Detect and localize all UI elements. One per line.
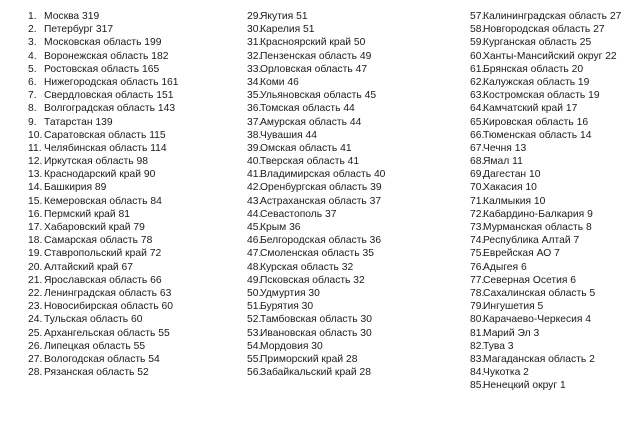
list-item: [470, 221, 640, 234]
list-item: [247, 168, 457, 181]
list-item-number: 30.: [247, 24, 262, 36]
list-item-number: 2.: [28, 24, 37, 36]
list-item: [247, 89, 457, 102]
list-item-text: Краснодарский край 90: [44, 169, 156, 181]
list-item-number: 13.: [28, 169, 43, 181]
list-item-text: Пензенская область 49: [260, 50, 372, 62]
list-item-number: 4.: [28, 50, 37, 62]
list-item: [247, 10, 457, 23]
list-item: [247, 234, 457, 247]
list-item: [470, 366, 640, 379]
list-item-text: Чувашия 44: [260, 129, 317, 141]
list-item-number: 57.: [470, 11, 485, 22]
list-item: [28, 102, 238, 115]
list-item-text: Липецкая область 55: [44, 340, 146, 352]
list-item: [470, 274, 640, 287]
list-item: [470, 155, 640, 168]
list-item-number: 70.: [470, 182, 485, 194]
list-item-text: Калмыкия 10: [483, 195, 546, 207]
list-item: [470, 50, 640, 63]
list-item-number: 44.: [247, 208, 262, 220]
list-item-text: Карачаево-Черкесия 4: [483, 314, 592, 326]
list-item-number: 52.: [247, 314, 262, 326]
list-item: [28, 36, 238, 49]
list-item-text: Ивановская область 30: [260, 327, 372, 339]
list-item: [470, 247, 640, 260]
list-item-text: Магаданская область 2: [483, 353, 595, 365]
list-item: [247, 221, 457, 234]
list-item-number: 66.: [470, 129, 485, 141]
list-item: [28, 340, 238, 353]
list-item: [28, 313, 238, 326]
list-item-text: Белгородская область 36: [260, 235, 382, 247]
list-item-text: Камчатский край 17: [483, 103, 578, 115]
list-item: [28, 247, 238, 260]
list-item: [247, 116, 457, 129]
list-item-text: Дагестан 10: [483, 169, 541, 181]
list-item-text: Саратовская область 115: [44, 129, 166, 141]
list-item-text: Нижегородская область 161: [44, 76, 179, 88]
list-item: [247, 195, 457, 208]
list-item-number: 36.: [247, 103, 262, 115]
list-item: [470, 379, 640, 392]
list-item-number: 23.: [28, 301, 43, 313]
list-item-text: Воронежская область 182: [44, 50, 169, 62]
list-item: [247, 327, 457, 340]
list-item-text: Приморский край 28: [260, 353, 358, 365]
list-item-number: 68.: [470, 156, 485, 168]
list-item-number: 11.: [28, 142, 42, 154]
list-item-text: Сахалинская область 5: [483, 287, 596, 299]
list-item-text: Свердловская область 151: [44, 90, 174, 102]
list-item-number: 17.: [28, 222, 43, 233]
list-item-number: 43.: [247, 195, 262, 207]
list-item-text: Рязанская область 52: [44, 367, 149, 379]
list-item: [28, 353, 238, 366]
list-item: [28, 142, 238, 155]
list-item: [28, 261, 238, 274]
list-item-number: 56.: [247, 367, 262, 379]
list-item-number: 20.: [28, 261, 43, 273]
list-item-number: 9.: [28, 116, 37, 128]
list-item-text: Чечня 13: [483, 142, 527, 154]
list-item: [28, 221, 238, 234]
list-item-number: 72.: [470, 208, 485, 220]
list-item: [470, 63, 640, 76]
list-item-number: 65.: [470, 116, 485, 128]
list-item-text: Ярославская область 66: [44, 274, 162, 286]
list-item-number: 67.: [470, 142, 485, 154]
list-item: [470, 23, 640, 36]
list-item-text: Калининградская область 27: [483, 11, 622, 22]
list-item-number: 84.: [470, 367, 485, 379]
list-item-number: 21.: [28, 274, 43, 286]
list-item: [28, 287, 238, 300]
list-item: [470, 340, 640, 353]
list-item: [470, 261, 640, 274]
list-item: [247, 142, 457, 155]
list-item-text: Алтайский край 67: [44, 261, 133, 273]
list-item-text: Орловская область 47: [260, 63, 368, 75]
list-item-number: 28.: [28, 367, 43, 379]
list-item-number: 1.: [28, 11, 37, 22]
list-item: [247, 340, 457, 353]
list-item: [470, 102, 640, 115]
list-item-text: Красноярский край 50: [260, 37, 366, 49]
list-item-number: 14.: [28, 182, 43, 194]
list-item: [28, 234, 238, 247]
list-item-number: 54.: [247, 340, 262, 352]
list-item: [28, 89, 238, 102]
list-item: [28, 63, 238, 76]
list-item-number: 33.: [247, 63, 262, 75]
list-item-number: 63.: [470, 90, 485, 102]
list-item-number: 31.: [247, 37, 262, 49]
list-item-text: Тува 3: [483, 340, 514, 352]
list-item-text: Кемеровская область 84: [44, 195, 162, 207]
list-item-text: Севастополь 37: [260, 208, 337, 220]
list-item-number: 10.: [28, 129, 43, 141]
list-item-text: Татарстан 139: [44, 116, 113, 128]
list-item-text: Томская область 44: [260, 103, 355, 115]
list-item-text: Челябинская область 114: [44, 142, 167, 154]
list-item-text: Кировская область 16: [483, 116, 589, 128]
list-item-number: 19.: [28, 248, 43, 260]
list-item: [247, 102, 457, 115]
list-item-text: Забайкальский край 28: [260, 367, 371, 379]
list-item-number: 78.: [470, 287, 485, 299]
list-item: [28, 195, 238, 208]
list-item-text: Хакасия 10: [483, 182, 537, 194]
list-item: [470, 116, 640, 129]
list-item-number: 77.: [470, 274, 485, 286]
list-item: [28, 300, 238, 313]
list-item-number: 64.: [470, 103, 485, 115]
list-item-number: 15.: [28, 195, 43, 207]
list-item: [28, 327, 238, 340]
list-item: [247, 247, 457, 260]
list-item: [247, 287, 457, 300]
list-item-number: 35.: [247, 90, 262, 102]
list-item: [247, 208, 457, 221]
list-item-text: Ставропольский край 72: [44, 248, 162, 260]
list-item: [28, 50, 238, 63]
list-item: [470, 89, 640, 102]
list-item-number: 75.: [470, 248, 485, 260]
list-item-text: Адыгея 6: [483, 261, 527, 273]
list-item-number: 85.: [470, 380, 485, 392]
list-item-number: 81.: [470, 327, 485, 339]
list-item-text: Марий Эл 3: [483, 327, 540, 339]
list-item-text: Тамбовская область 30: [260, 314, 372, 326]
list-item-text: Курганская область 25: [483, 37, 592, 49]
list-item-number: 22.: [28, 287, 43, 299]
list-item: [470, 313, 640, 326]
list-item-text: Крым 36: [260, 222, 301, 233]
list-item: [247, 261, 457, 274]
list-item-number: 53.: [247, 327, 262, 339]
list-item-text: Ульяновская область 45: [260, 90, 377, 102]
list-item: [28, 181, 238, 194]
list-item-text: Тюменская область 14: [483, 129, 592, 141]
list-item-number: 38.: [247, 129, 262, 141]
list-item-number: 24.: [28, 314, 43, 326]
list-item-number: 12.: [28, 156, 43, 168]
list-item: [28, 129, 238, 142]
list-item-text: Псковская область 32: [260, 274, 365, 286]
list-item-text: Оренбургская область 39: [260, 182, 382, 194]
list-item-text: Тульская область 60: [44, 314, 143, 326]
list-item-text: Чукотка 2: [483, 367, 529, 379]
list-item-text: Мордовия 30: [260, 340, 323, 352]
list-column-3: [470, 10, 640, 392]
list-item-number: 32.: [247, 50, 262, 62]
list-item-number: 59.: [470, 37, 485, 49]
list-item: [470, 36, 640, 49]
list-item-number: 37.: [247, 116, 262, 128]
list-item: [247, 129, 457, 142]
list-item-number: 83.: [470, 353, 485, 365]
list-item-text: Ленинградская область 63: [44, 287, 172, 299]
list-item: [247, 353, 457, 366]
list-item-number: 80.: [470, 314, 485, 326]
list-item-text: Москва 319: [44, 11, 100, 22]
list-item-text: Удмуртия 30: [260, 287, 320, 299]
list-item-text: Новгородская область 27: [483, 24, 605, 36]
list-item-text: Северная Осетия 6: [483, 274, 576, 286]
list-item: [28, 168, 238, 181]
list-item-number: 71.: [470, 195, 485, 207]
list-item-number: 69.: [470, 169, 485, 181]
list-item-number: 46.: [247, 235, 262, 247]
list-item-text: Костромская область 19: [483, 90, 600, 102]
list-item-number: 42.: [247, 182, 262, 194]
list-item-text: Кабардино-Балкария 9: [483, 208, 593, 220]
list-item: [247, 181, 457, 194]
list-item-text: Мурманская область 8: [483, 222, 592, 233]
list-item-text: Ненецкий округ 1: [483, 380, 566, 392]
list-item-text: Архангельская область 55: [44, 327, 170, 339]
list-item-number: 25.: [28, 327, 43, 339]
list-item: [470, 353, 640, 366]
list-item-number: 45.: [247, 222, 262, 233]
list-item-text: Смоленская область 35: [260, 248, 374, 260]
list-item: [28, 10, 238, 23]
list-item: [247, 36, 457, 49]
list-item-text: Пермский край 81: [44, 208, 130, 220]
list-item-number: 49.: [247, 274, 262, 286]
list-item: [247, 23, 457, 36]
list-item: [470, 327, 640, 340]
list-item-text: Якутия 51: [260, 11, 308, 22]
list-item-text: Иркутская область 98: [44, 156, 148, 168]
list-item-text: Владимирская область 40: [260, 169, 386, 181]
list-item: [28, 76, 238, 89]
list-item-text: Ямал 11: [483, 156, 523, 168]
list-item: [247, 63, 457, 76]
list-item: [247, 50, 457, 63]
list-item-text: Брянская область 20: [483, 63, 584, 75]
list-item-number: 48.: [247, 261, 262, 273]
list-item-number: 16.: [28, 208, 43, 220]
list-item-text: Калужская область 19: [483, 76, 590, 88]
list-item: [470, 76, 640, 89]
list-item-text: Республика Алтай 7: [483, 235, 580, 247]
list-item: [247, 366, 457, 379]
list-item: [28, 366, 238, 379]
list-item-text: Башкирия 89: [44, 182, 107, 194]
list-item: [470, 195, 640, 208]
list-item-text: Бурятия 30: [260, 301, 314, 313]
list-item-text: Омская область 41: [260, 142, 352, 154]
list-item: [247, 155, 457, 168]
list-item-number: 79.: [470, 301, 485, 313]
list-item-text: Петербург 317: [44, 24, 114, 36]
list-item-number: 76.: [470, 261, 485, 273]
list-item-number: 73.: [470, 222, 485, 233]
list-item-number: 82.: [470, 340, 485, 352]
list-item-number: 50.: [247, 287, 262, 299]
list-item-number: 5.: [28, 63, 37, 75]
list-item-text: Волгоградская область 143: [44, 103, 176, 115]
list-item-number: 26.: [28, 340, 43, 352]
list-item-number: 74.: [470, 235, 485, 247]
list-item-number: 47.: [247, 248, 262, 260]
list-item: [28, 23, 238, 36]
list-item: [470, 129, 640, 142]
list-item: [470, 181, 640, 194]
list-item-text: Московская область 199: [44, 37, 162, 49]
list-item-number: 18.: [28, 235, 43, 247]
list-column-2: [247, 10, 457, 379]
list-item: [470, 300, 640, 313]
list-item: [470, 10, 640, 23]
list-item: [470, 287, 640, 300]
list-item-number: 27.: [28, 353, 43, 365]
list-item: [28, 155, 238, 168]
list-column-1: [28, 10, 238, 379]
list-item-number: 55.: [247, 353, 262, 365]
list-item-number: 6.: [28, 76, 37, 88]
list-item-text: Курская область 32: [260, 261, 354, 273]
list-item-number: 61.: [470, 63, 485, 75]
list-item-text: Тверская область 41: [260, 156, 360, 168]
list-item: [470, 142, 640, 155]
list-item: [247, 76, 457, 89]
list-item: [470, 208, 640, 221]
list-item-text: Карелия 51: [260, 24, 315, 36]
list-item-number: 8.: [28, 103, 37, 115]
list-item-text: Ростовская область 165: [44, 63, 160, 75]
list-item: [470, 234, 640, 247]
list-item: [470, 168, 640, 181]
list-item-text: Хабаровский край 79: [44, 222, 145, 233]
list-item: [247, 300, 457, 313]
list-item-number: 62.: [470, 76, 485, 88]
list-item-text: Астраханская область 37: [260, 195, 382, 207]
list-item-text: Ингушетия 5: [483, 301, 544, 313]
list-item-text: Амурская область 44: [260, 116, 362, 128]
list-item-number: 40.: [247, 156, 262, 168]
list-item-number: 60.: [470, 50, 485, 62]
list-item-text: Самарская область 78: [44, 235, 153, 247]
list-item-number: 41.: [247, 169, 262, 181]
list-item-number: 34.: [247, 76, 262, 88]
list-item-text: Еврейская АО 7: [483, 248, 560, 260]
list-item-number: 51.: [247, 301, 262, 313]
list-item: [28, 274, 238, 287]
list-item-number: 3.: [28, 37, 37, 49]
list-item-number: 7.: [28, 90, 37, 102]
list-item-text: Вологодская область 54: [44, 353, 160, 365]
list-item-number: 39.: [247, 142, 262, 154]
list-item: [247, 274, 457, 287]
list-item: [28, 116, 238, 129]
list-item-text: Новосибирская область 60: [44, 301, 174, 313]
list-item-number: 29.: [247, 11, 262, 22]
list-item-number: 58.: [470, 24, 485, 36]
list-item: [247, 313, 457, 326]
list-item-text: Коми 46: [260, 76, 299, 88]
list-item-text: Ханты-Мансийский округ 22: [483, 50, 617, 62]
list-item: [28, 208, 238, 221]
